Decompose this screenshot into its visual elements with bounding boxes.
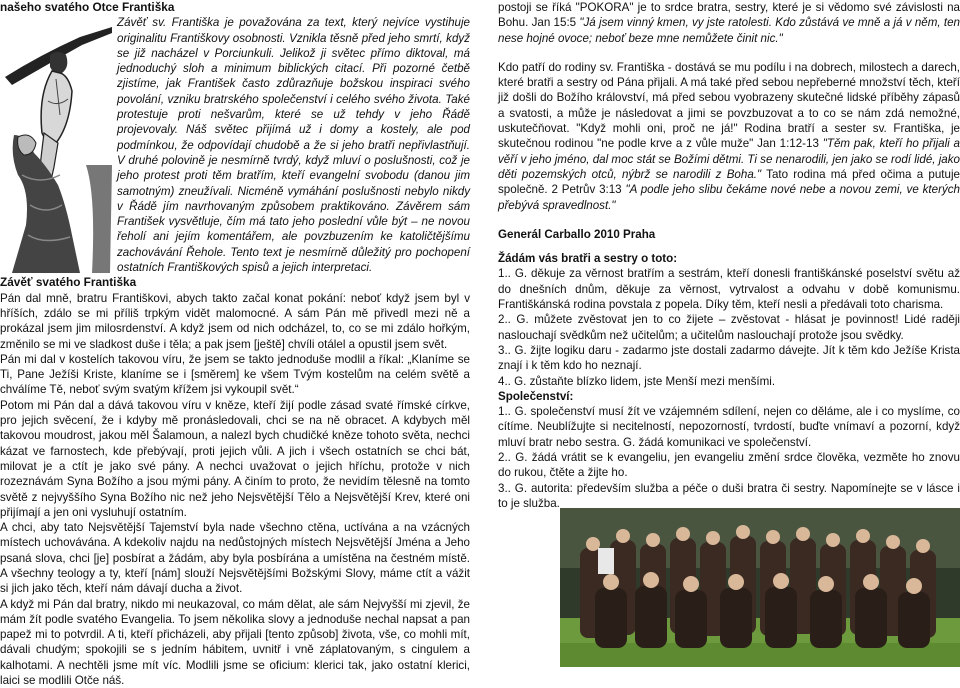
paragraph: Pán mi dal v kostelích takovou víru, že jsem se takto jednoduše modlil a říkal: „Klaníme se Ti, Pane Ježíši Kriste, klaníme se i [směrem] ke všem Tvým kostelům na celém světě a chválíme Tě, neboť svým svatým křížem jsi vykoupil svět.“ <box>0 352 470 397</box>
ask-item: 3.. G. žijte logiku daru - zadarmo jste dostali zadarmo dávejte. Jít k těm kdo Ježíše Krista znají i k těm kdo ho neznají. <box>498 343 960 373</box>
community-item: 1.. G. společenství musí žít ve vzájemném sdílení, nejen co děláme, ale i co myslíme, co cítíme. Neublížujte si necitelností, nepozorností, tvrdostí, buďte vnímaví a pozorní, když mluví bratr nebo sestra. G. žádá komunikaci ve společenství. <box>498 405 960 449</box>
right-column <box>498 0 960 511</box>
paragraph: A chci, aby tato Nejsvětější Tajemství byla nade všechno ctěna, uctívána a na vzácných místech uchovávána. A kdekoliv najdu na nedůstojných místech Nejsvětější Jména a Jeho psaná slova, chci [je] posbírat a žádám, aby byla posbírána a umístěna na čestném místě. A všechny teology a ty, kteří [nám] slouží Nejsvětějšími Božskými Slovy, máme ctít a vážit si jich jako těch, kteří nám dávají ducha a život. <box>0 521 470 596</box>
ask-item: 2.. G. můžete zvěstovat jen to co žijete – zvěstovat - hlásat je povinnost! Lidé raději naslouchají svědkům než učitelům; a učitelům naslouchají protože jsou svědky. <box>498 313 960 342</box>
community-item: 2.. G. žádá vrátit se k evangeliu, jen evangeliu změní srdce člověka, vezměte ho znovu do rukou, čtěte a žijte ho. <box>498 451 960 480</box>
general-heading: Generál Carballo 2010 Praha <box>498 227 656 241</box>
family-paragraph <box>498 60 960 213</box>
top-heading: našeho svatého Otce Františka <box>0 0 175 14</box>
top-text: postoji se říká "POKORA" je to srdce bratra, sestry, které je si vědomo své závislosti na Bohu. Jan 15:5 <box>498 1 960 30</box>
crucifix-illustration <box>0 15 114 273</box>
ask-heading: Žádám vás bratři a sestry o toto: <box>498 252 678 266</box>
paragraph: Pán dal mně, bratru Františkovi, abych takto začal konat pokání: neboť když jsem byl v hříších, zdálo se mi příliš trpkým vidět malomocné. A sám Pán mě přivedl mezi ně a prokázal jsem jim milosrdenství. A když jsem od nich odcházel, to, co se mi zdálo hořkým, změnilo se mi ve sladkost duše i těla; a pak jsem [ještě] chvíli otálel a opustil jsem svět. <box>0 291 470 351</box>
community-heading: Společenství: <box>498 389 574 403</box>
family-quote-2: "A podle jeho slibu čekáme nové nebe a novou zemi, ve kterých přebývá spravedlnost." <box>498 183 960 212</box>
ask-item: 4.. G. zůstaňte blízko lidem, jste Menší mezi menšími. <box>498 374 776 388</box>
paragraph: A když mi Pán dal bratry, nikdo mi neukazoval, co mám dělat, ale sám Nejvyšší mi zjevil, že mám žít podle svatého Evangelia. To jsem několika slovy a jednoduše nechal napsat a pan papež mi to potvrdil. A ti, kteří přicházeli, aby přijali [tento způsob] života, vše, co mohli mít, dávali chudým; spokojili se s jedním hábitem, uvnitř i vně záplatovaným, s cingulem a kalhotami. A nechtěli jsme mít víc. Modlili jsme se oficium: klerici tak, jako ostatní klerici, laici se modlili Otče náš. <box>0 597 470 688</box>
paragraph: Potom mi Pán dal a dává takovou víru v kněze, kteří žijí podle zásad svaté římské církve, pro jejich svěcení, že i kdyby mě pronásledovali, chci se na ně obracet. A kdybych měl takovou moudrost, jakou měl Šalamoun, a nalezl bych chudičké kněze tohoto světa, nechci kázat ve farnostech, kde přebývají, proti jejich vůli. A jich i všech ostatních se chci bát, milovat je a ctít je jako své pány. A nechci uvažovat o jejich hříchu, protože v nich rozeznávám Syna Božího a jsou mými pány. A činím to proto, že nevidím tělesně na tomto světě z nejvyššího Syna Božího nic než jeho Nejsvětější Tělo a Nejsvětější Krev, které oni přijímají a jen oni vysluhují ostatním. <box>0 398 470 519</box>
left-column <box>0 0 470 688</box>
friars-group-photo <box>560 508 960 667</box>
top-quote: "Já jsem vinný kmen, vy jste ratolesti. Kdo zůstává ve mně a já v něm, ten nese hojné ovoce; neboť beze mne nemůžete činit nic." <box>498 16 960 45</box>
ask-item: 1.. G. děkuje za věrnost bratřím a sestrám, kteří donesli františkánské poselství světu až do dnešních dnům, děkuje za věrnost, vytrvalost a odvahu v době komunismu. Františkánská rodina povstala z popela. Díky těm, kteří nesli a předávali toto charisma. <box>498 267 960 312</box>
section-heading: Závěť svatého Františka <box>0 275 137 290</box>
top-paragraph <box>498 0 960 46</box>
family-text: Kdo patří do rodiny sv. Františka - dostává se mu podílu i na dobrech, milostech a darech, které bratři a sestry od Pána přijali. A má také před sebou nepřeberné množství těch, kteří již došli do Božího království, má před sebou vyobrazeny skutečné lidské příběhy zápasů a svatosti, a může je následovat a jimi se povzbuzovat a to co se nám zdá nemožné, uskutečňovat. "Když mohli oni, proč ne já!" Rodina bratří a sester sv. Františka, je skutečnou rodinou "ne podle krve a z vůle muže" Jan 1:12-13 <box>498 60 960 151</box>
family-quote: "Těm pak, kteří ho přijali a věří v jeho jméno, dal moc stát se Božími dětmi. Ti se nenarodili, jen jako se rodí lidé, jako děti pozemských otců, nýbrž se narodili z Boha." <box>498 137 960 181</box>
community-item: 3.. G. autorita: především služba a péče o duši bratra či sestry. Napomínejte se v lásce i to je služba. <box>498 481 960 510</box>
intro-paragraph: Závěť sv. Františka je považována za text, který nejvíce vystihuje originalitu Františkovy osobnosti. Vznikla těsně před jeho smrtí, když se již nacházel v Porciunkuli. Jelikož ji světec přímo diktoval, má jednoduchý sloh a minimum biblických citací. Při pozorné četbě zjistíme, jak František často zdůrazňuje božskou inspiraci svého povolání, vzniku bratrského společenství i celého svého života. Také protestuje proti nešvarům, které se už tehdy v jeho Řádě projevovaly. Náš světec přijímá už i domy a kostely, ale pod podmínkou, že odpovídají chudobě a že si jeho bratři nepřivlastňují. V druhé polovině je nesmírně tvrdý, když mluví o poslušnosti, což je jeho protest proti těm bratřím, kteří evangelní svobodu (danou jim samotným) zneužívali. Nicméně vymáhání poslušnosti nebylo nikdy v Řádě jím navrhovaným způsobem praktikováno. Závěrem sám František vysvětluje, čím má tato jeho poslední vůle být – ne novou řeholí ani jejím komentářem, ale povzbuzením ke katoličtějšímu zachovávání Řehole. Tento text je nesmírně důležitý pro pochopení ostatních Františkových spisů a jejich interpretaci. <box>117 16 470 275</box>
family-text-2: Tato rodina má před očima a putuje společně. 2 Petrův 3:13 <box>498 167 960 197</box>
